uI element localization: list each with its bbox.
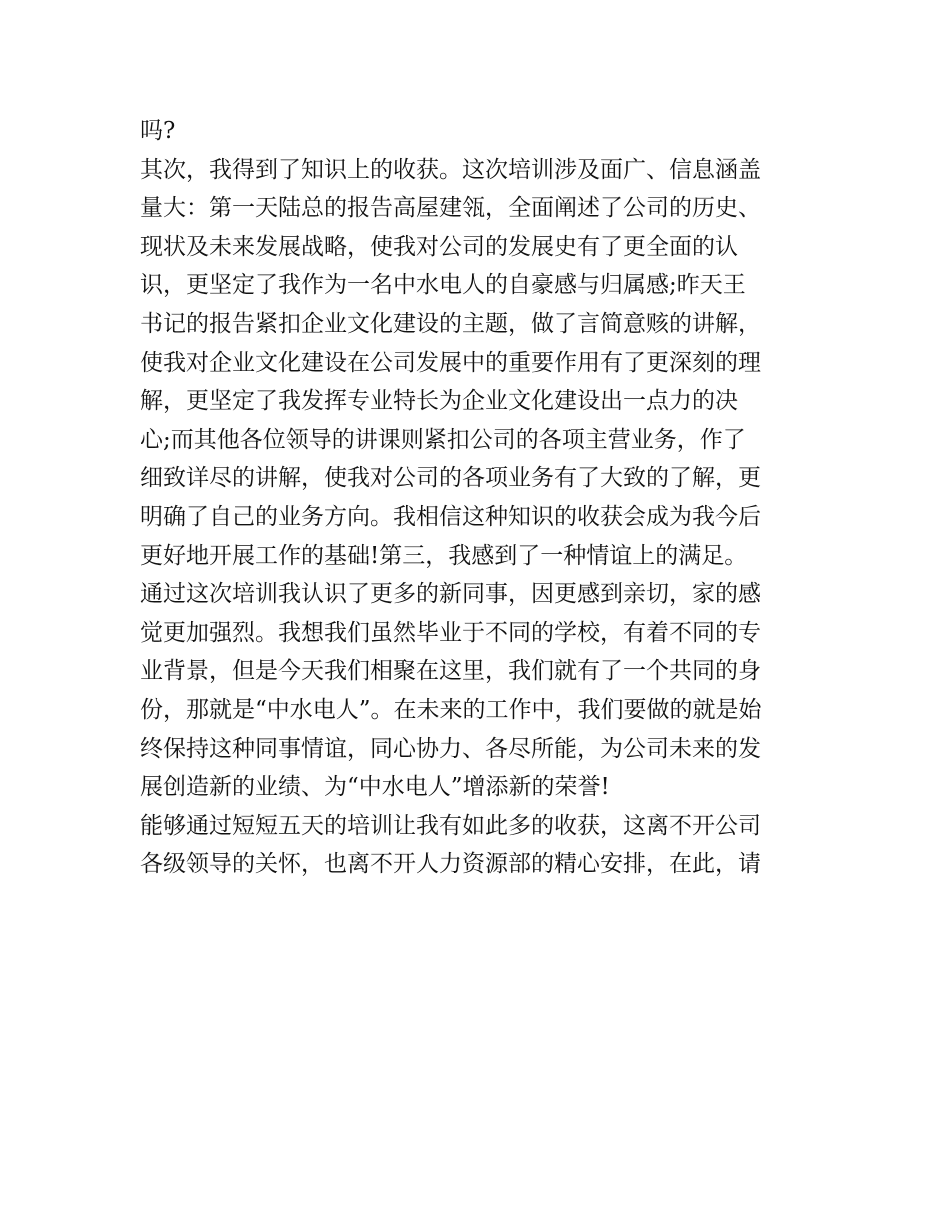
text-line: 能够通过短短五天的培训让我有如此多的收获，这离不开公司: [140, 812, 761, 839]
text-line: 量大：第一天陆总的报告高屋建瓴，全面阐述了公司的历史、: [140, 195, 761, 222]
text-line: 业背景，但是今天我们相聚在这里，我们就有了一个共同的身: [140, 658, 761, 685]
document-body: [140, 112, 820, 884]
text-line: 通过这次培训我认识了更多的新同事，因更感到亲切，家的感: [140, 581, 761, 608]
text-line: 吗?: [140, 118, 176, 144]
text-line: 现状及未来发展战略，使我对公司的发展史有了更全面的认: [140, 233, 738, 260]
text-line: 心;而其他各位领导的讲课则紧扣公司的各项主营业务，作了: [140, 426, 746, 453]
text-line: 更好地开展工作的基础!第三，我感到了一种情谊上的满足。: [140, 542, 748, 569]
text-line: 展创造新的业绩、为“中水电人”增添新的荣誉!: [140, 774, 610, 801]
text-line: 明确了自己的业务方向。我相信这种知识的收获会成为我今后: [140, 503, 761, 530]
text-line: 觉更加强烈。我想我们虽然毕业于不同的学校，有着不同的专: [140, 619, 761, 646]
text-line: 其次，我得到了知识上的收获。这次培训涉及面广、信息涵盖: [140, 156, 761, 183]
text-line: 书记的报告紧扣企业文化建设的主题，做了言简意赅的讲解，: [140, 310, 761, 337]
text-line: 细致详尽的讲解，使我对公司的各项业务有了大致的了解，更: [140, 465, 761, 492]
text-line: 份，那就是“中水电人”。在未来的工作中，我们要做的就是始: [140, 696, 762, 723]
text-line: 终保持这种同事情谊，同心协力、各尽所能，为公司未来的发: [140, 735, 761, 762]
text-line: 识，更坚定了我作为一名中水电人的自豪感与归属感;昨天王: [140, 272, 746, 299]
text-line: 各级领导的关怀，也离不开人力资源部的精心安排，在此，请: [140, 851, 761, 878]
text-line: 解，更坚定了我发挥专业特长为企业文化建设出一点力的决: [140, 388, 738, 415]
text-line: 使我对企业文化建设在公司发展中的重要作用有了更深刻的理: [140, 349, 761, 376]
